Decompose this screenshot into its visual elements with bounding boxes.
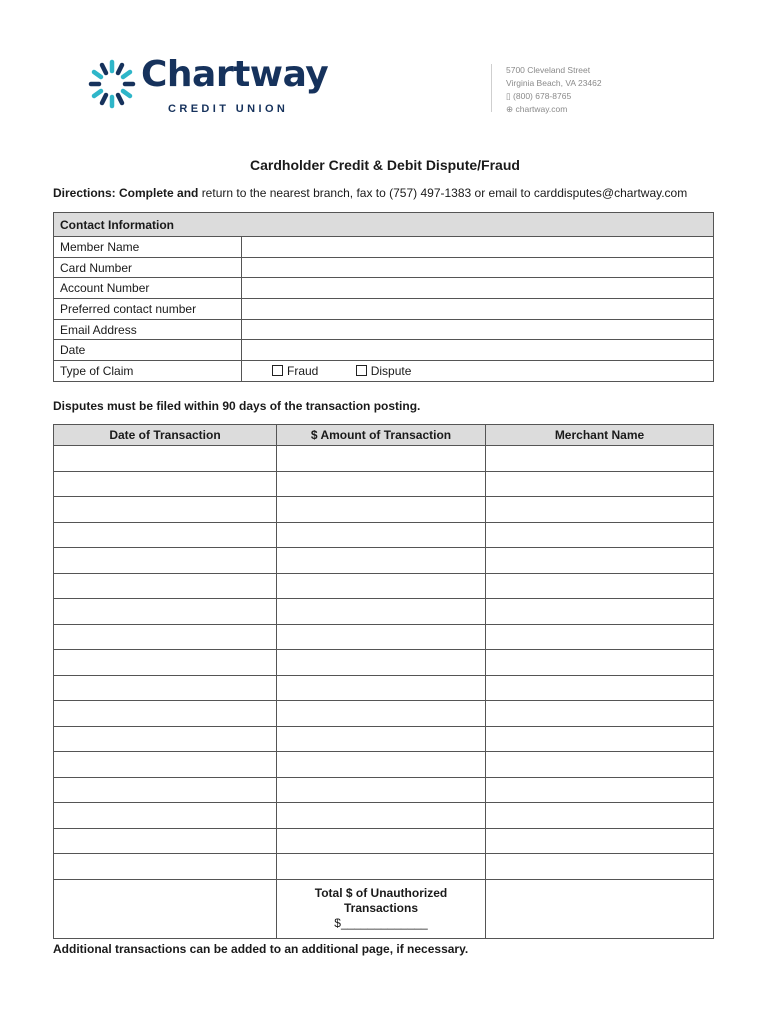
member-name-field[interactable]	[242, 237, 714, 258]
address-block	[506, 64, 602, 116]
card-number-label: Card Number	[54, 257, 242, 278]
account-number-field[interactable]	[242, 278, 714, 299]
date-of-transaction-cell[interactable]	[54, 522, 277, 548]
website-link[interactable]: chartway.com	[515, 104, 568, 114]
table-row	[54, 446, 714, 472]
date-of-transaction-cell[interactable]	[54, 803, 277, 829]
amount-of-transaction-cell[interactable]	[277, 828, 486, 854]
date-of-transaction-cell[interactable]	[54, 446, 277, 472]
merchant-name-cell[interactable]	[486, 548, 714, 574]
phone-number: (800) 678-8765	[513, 91, 572, 101]
email-address-label: Email Address	[54, 319, 242, 340]
date-of-transaction-cell[interactable]	[54, 726, 277, 752]
amount-of-transaction-cell[interactable]	[277, 599, 486, 625]
directions-label: Directions: Complete and	[53, 186, 202, 200]
table-row	[54, 777, 714, 803]
table-row	[54, 752, 714, 778]
amount-of-transaction-cell[interactable]	[277, 803, 486, 829]
contact-information-table	[53, 212, 714, 382]
merchant-name-cell[interactable]	[486, 624, 714, 650]
date-of-transaction-cell[interactable]	[54, 573, 277, 599]
merchant-name-cell[interactable]	[486, 726, 714, 752]
fraud-option[interactable]	[272, 364, 318, 378]
merchant-name-cell[interactable]	[486, 701, 714, 727]
table-row	[54, 701, 714, 727]
date-of-transaction-cell[interactable]	[54, 828, 277, 854]
total-merchant-cell	[486, 879, 714, 938]
table-row	[54, 854, 714, 880]
date-of-transaction-cell[interactable]	[54, 497, 277, 523]
table-row	[54, 548, 714, 574]
table-row	[54, 675, 714, 701]
merchant-name-cell[interactable]	[486, 497, 714, 523]
fraud-label: Fraud	[287, 363, 319, 378]
date-of-transaction-header: Date of Transaction	[54, 425, 277, 446]
amount-of-transaction-cell[interactable]	[277, 446, 486, 472]
address-divider	[491, 64, 492, 112]
total-label-line-1: Total $ of Unauthorized	[314, 886, 448, 900]
amount-of-transaction-cell[interactable]	[277, 752, 486, 778]
transactions-table	[53, 424, 714, 939]
email-address-field[interactable]	[242, 319, 714, 340]
amount-of-transaction-cell[interactable]	[277, 573, 486, 599]
table-row	[54, 828, 714, 854]
fraud-checkbox[interactable]	[272, 365, 283, 376]
total-amount-field[interactable]: $_____________	[334, 916, 428, 930]
globe-icon: ⊕	[506, 104, 516, 114]
merchant-name-cell[interactable]	[486, 573, 714, 599]
merchant-name-cell[interactable]	[486, 471, 714, 497]
table-row	[54, 803, 714, 829]
preferred-contact-field[interactable]	[242, 299, 714, 320]
amount-of-transaction-header: $ Amount of Transaction	[277, 425, 486, 446]
total-label-line-2: Transactions	[343, 901, 419, 915]
contact-information-header: Contact Information	[54, 213, 714, 237]
footnote: Additional transactions can be added to an additional page, if necessary.	[53, 942, 469, 956]
dispute-checkbox[interactable]	[356, 365, 367, 376]
dispute-label: Dispute	[370, 363, 412, 378]
amount-of-transaction-cell[interactable]	[277, 854, 486, 880]
date-of-transaction-cell[interactable]	[54, 471, 277, 497]
merchant-name-cell[interactable]	[486, 854, 714, 880]
account-number-label: Account Number	[54, 278, 242, 299]
merchant-name-header: Merchant Name	[486, 425, 714, 446]
date-of-transaction-cell[interactable]	[54, 854, 277, 880]
member-name-label: Member Name	[54, 237, 242, 258]
date-of-transaction-cell[interactable]	[54, 548, 277, 574]
brand-name: Chartway	[141, 54, 329, 95]
total-unauthorized-cell	[277, 879, 486, 938]
brand-subtitle: CREDIT UNION	[168, 103, 289, 115]
date-of-transaction-cell[interactable]	[54, 701, 277, 727]
amount-of-transaction-cell[interactable]	[277, 675, 486, 701]
date-of-transaction-cell[interactable]	[54, 752, 277, 778]
date-field[interactable]	[242, 340, 714, 361]
date-of-transaction-cell[interactable]	[54, 777, 277, 803]
amount-of-transaction-cell[interactable]	[277, 777, 486, 803]
amount-of-transaction-cell[interactable]	[277, 726, 486, 752]
date-of-transaction-cell[interactable]	[54, 675, 277, 701]
chartway-logo	[86, 54, 336, 116]
table-row	[54, 624, 714, 650]
directions	[53, 186, 687, 200]
merchant-name-cell[interactable]	[486, 803, 714, 829]
table-row	[54, 726, 714, 752]
merchant-name-cell[interactable]	[486, 752, 714, 778]
table-row	[54, 471, 714, 497]
type-of-claim-field	[242, 361, 714, 382]
burst-logo-icon	[86, 58, 138, 110]
amount-of-transaction-cell[interactable]	[277, 701, 486, 727]
amount-of-transaction-cell[interactable]	[277, 650, 486, 676]
merchant-name-cell[interactable]	[486, 777, 714, 803]
amount-of-transaction-cell[interactable]	[277, 548, 486, 574]
date-of-transaction-cell[interactable]	[54, 650, 277, 676]
directions-text: return to the nearest branch, fax to (757) 497-1383 or email to carddisputes@chartway.com	[201, 186, 688, 200]
preferred-contact-label: Preferred contact number	[54, 299, 242, 320]
total-blank-cell	[54, 879, 277, 938]
form-title: Cardholder Credit & Debit Dispute/Fraud	[250, 157, 520, 173]
address-line-1: 5700 Cleveland Street	[506, 65, 591, 75]
filing-notice: Disputes must be filed within 90 days of the transaction posting.	[53, 399, 421, 413]
date-label: Date	[54, 340, 242, 361]
table-row	[54, 497, 714, 523]
amount-of-transaction-cell[interactable]	[277, 522, 486, 548]
date-of-transaction-cell[interactable]	[54, 624, 277, 650]
phone-icon: ▯	[506, 91, 514, 101]
merchant-name-cell[interactable]	[486, 446, 714, 472]
merchant-name-cell[interactable]	[486, 675, 714, 701]
table-row	[54, 650, 714, 676]
amount-of-transaction-cell[interactable]	[277, 471, 486, 497]
merchant-name-cell[interactable]	[486, 599, 714, 625]
dispute-option[interactable]	[356, 364, 412, 378]
card-number-field[interactable]	[242, 257, 714, 278]
date-of-transaction-cell[interactable]	[54, 599, 277, 625]
amount-of-transaction-cell[interactable]	[277, 624, 486, 650]
merchant-name-cell[interactable]	[486, 522, 714, 548]
merchant-name-cell[interactable]	[486, 828, 714, 854]
table-row	[54, 599, 714, 625]
address-line-2: Virginia Beach, VA 23462	[506, 78, 602, 88]
amount-of-transaction-cell[interactable]	[277, 497, 486, 523]
table-row	[54, 573, 714, 599]
type-of-claim-label: Type of Claim	[54, 361, 242, 382]
table-row	[54, 522, 714, 548]
merchant-name-cell[interactable]	[486, 650, 714, 676]
